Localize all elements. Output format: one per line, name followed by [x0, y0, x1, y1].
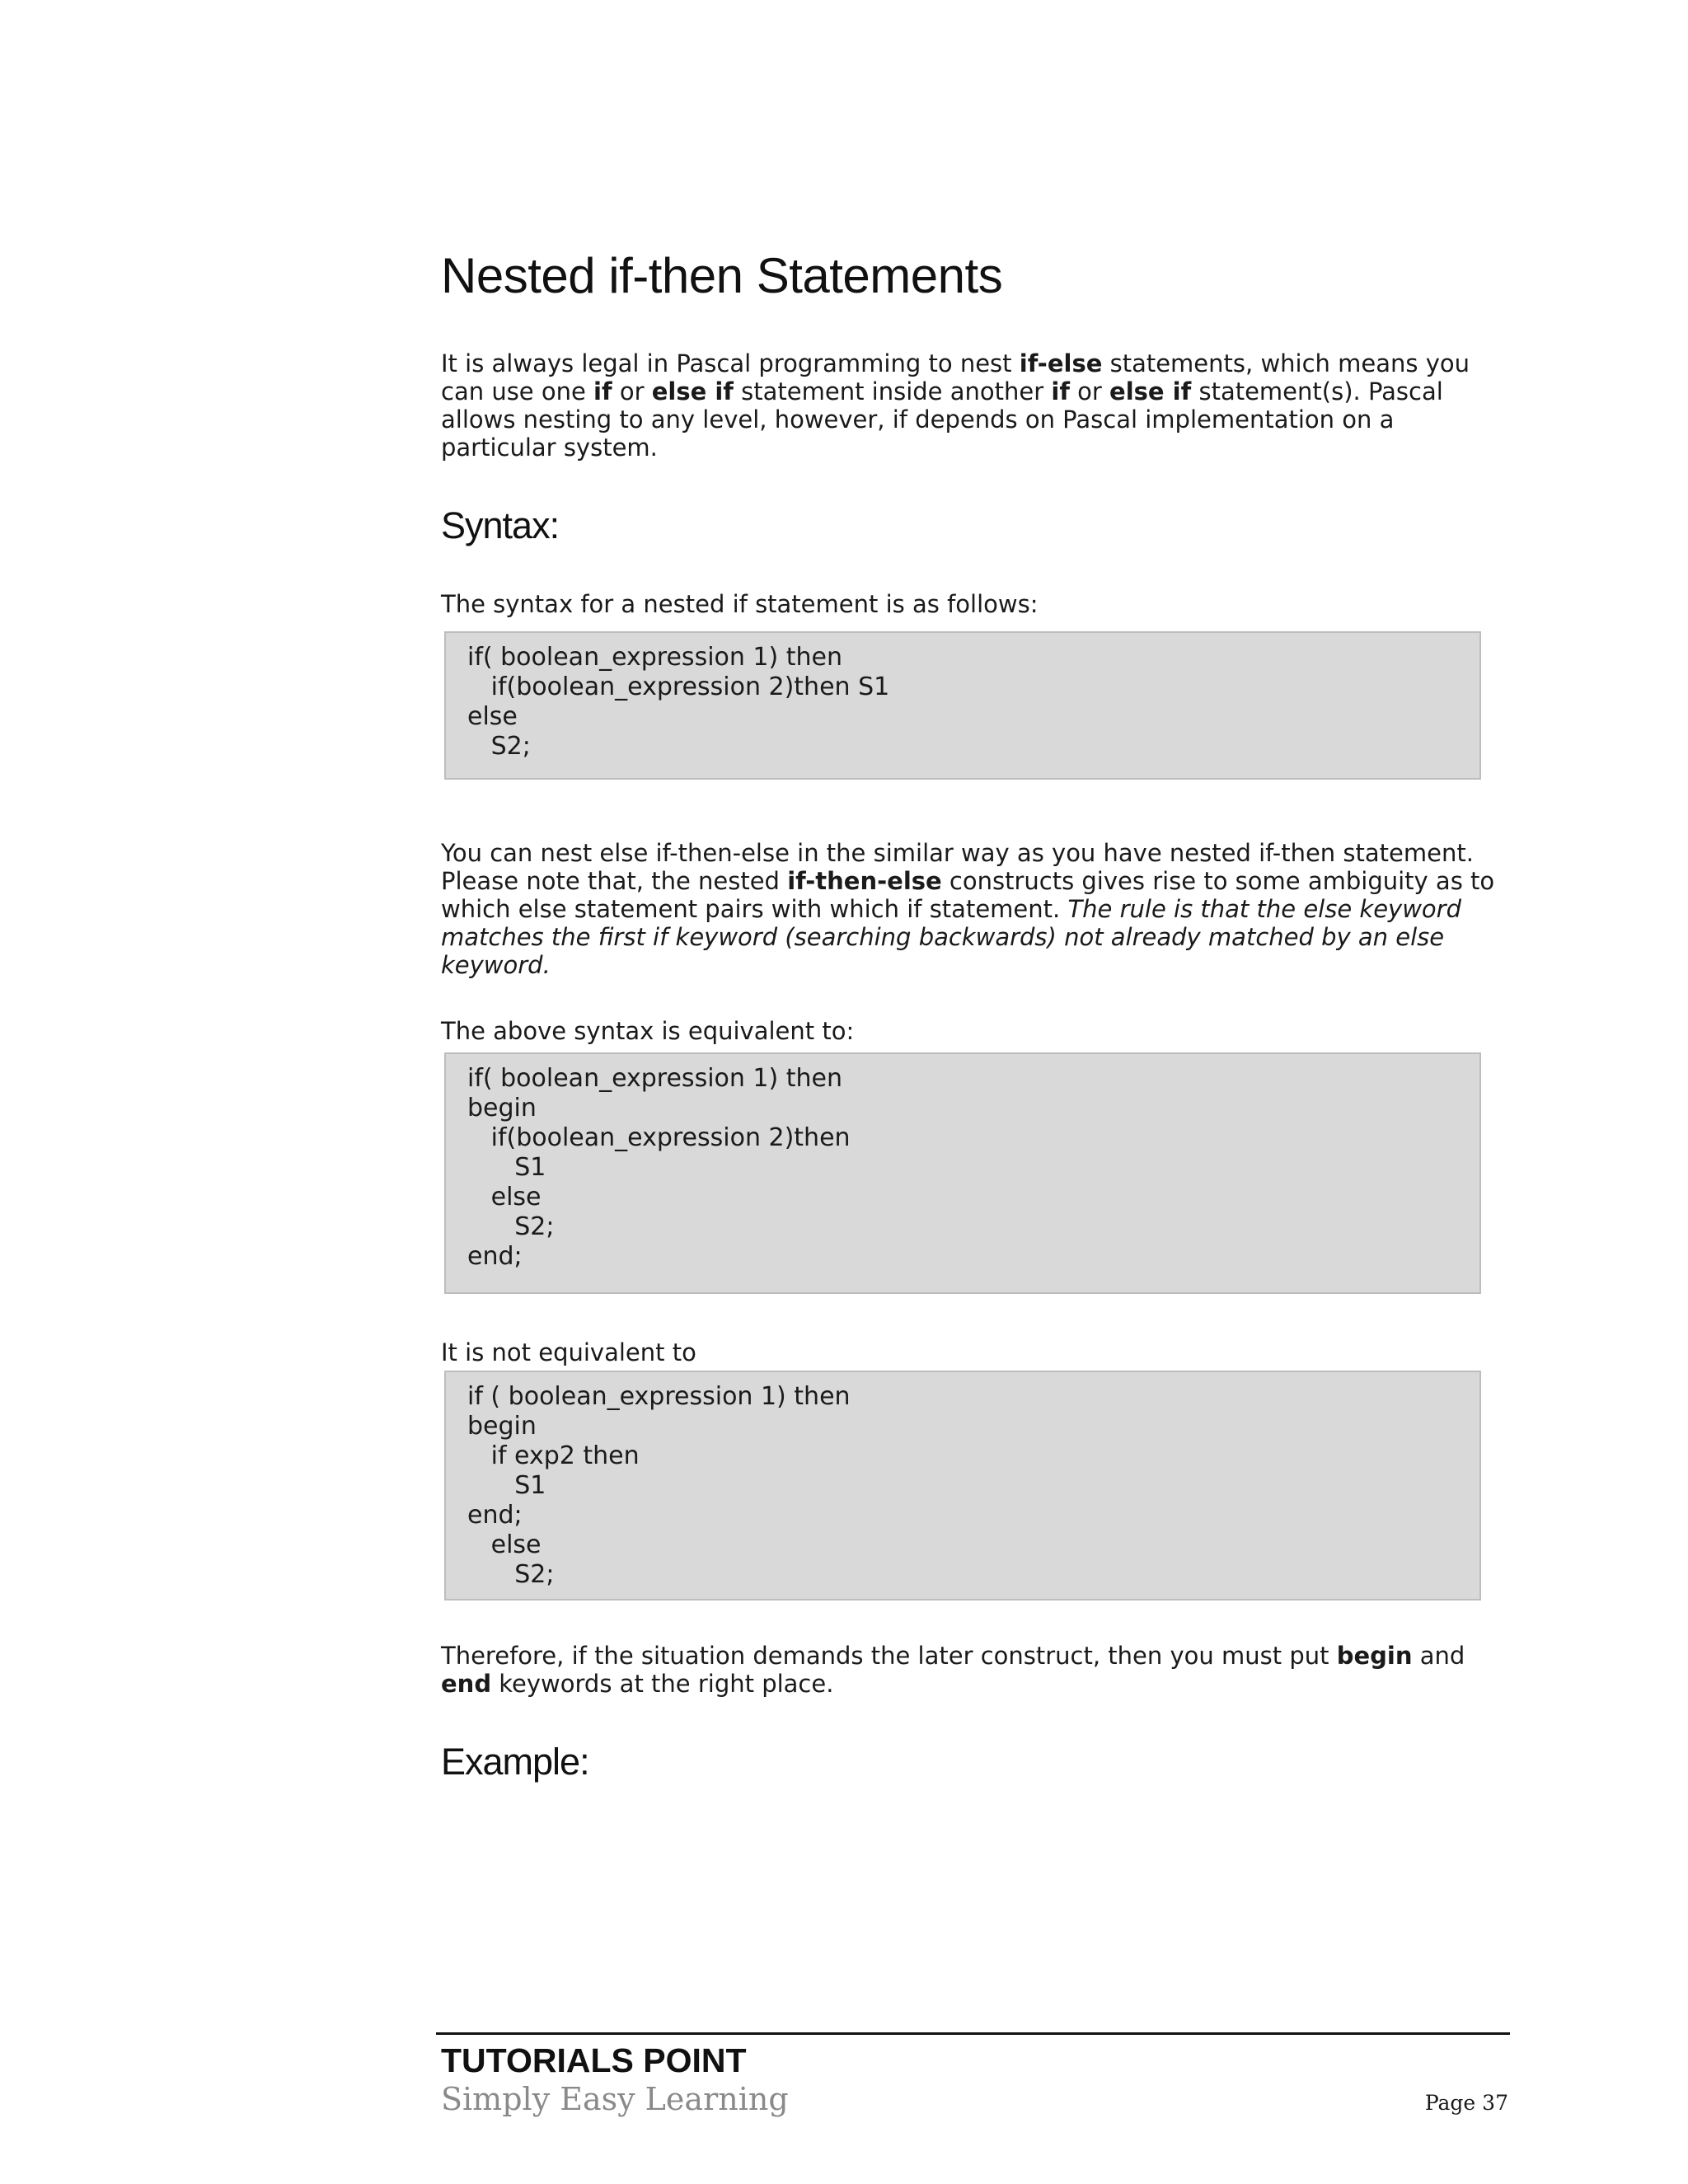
therefore-text-1: Therefore, if the situation demands the later construct, then you must put [441, 1642, 1337, 1670]
equivalent-intro: The above syntax is equivalent to: [441, 1017, 855, 1045]
intro-text-2: statements, which means you can use one [441, 349, 1470, 405]
keyword-end: end [441, 1670, 492, 1698]
footer-divider [436, 2032, 1510, 2035]
therefore-text-2: and [1412, 1642, 1465, 1670]
nesting-text-2: constructs gives rise to some ambiguity as to which else statement pairs with which if statement. [441, 867, 1495, 923]
footer-brand: TUTORIALS POINT [441, 2041, 747, 2079]
document-page [441, 0, 1508, 2184]
intro-text-3: or [612, 377, 652, 405]
page-number: Page 37 [1424, 2091, 1508, 2115]
intro-text-4: statement inside another [733, 377, 1052, 405]
footer-tagline: Simply Easy Learning [441, 2081, 789, 2117]
intro-keyword-if-else: if-else [1019, 349, 1103, 377]
nesting-keyword: if-then-else [787, 867, 942, 895]
intro-text-1: It is always legal in Pascal programming to nest [441, 349, 1020, 377]
therefore-text-3: keywords at the right place. [491, 1670, 834, 1698]
therefore-paragraph [441, 1642, 1504, 1698]
code-block-not-equivalent: if ( boolean_expression 1) then begin if exp2 then S1 end; else S2; [444, 1371, 1481, 1601]
intro-keyword-if-2: if [1051, 377, 1070, 405]
nesting-rule-italic: The rule is that the else keyword matches the first if keyword (searching backwards) not already matched by an else keyword. [441, 895, 1461, 979]
nesting-paragraph [441, 839, 1504, 979]
syntax-intro: The syntax for a nested if statement is as follows: [441, 590, 1039, 618]
intro-keyword-else-if-2: else if [1109, 377, 1192, 405]
syntax-heading: Syntax: [441, 504, 560, 546]
code-block-syntax: if( boolean_expression 1) then if(boolean_expression 2)then S1 else S2; [444, 631, 1481, 780]
nesting-text-1: You can nest else if-then-else in the similar way as you have nested if-then statement. Please note that, the nested [441, 839, 1474, 895]
intro-text-6: statement(s). Pascal allows nesting to any level, however, if depends on Pascal implementation on a particular system. [441, 377, 1443, 462]
intro-text-5: or [1069, 377, 1110, 405]
not-equivalent-intro: It is not equivalent to [441, 1338, 696, 1366]
intro-paragraph [441, 349, 1504, 462]
intro-keyword-if: if [593, 377, 612, 405]
example-heading: Example: [441, 1741, 589, 1783]
code-block-equivalent: if( boolean_expression 1) then begin if(boolean_expression 2)then S1 else S2; end; [444, 1052, 1481, 1294]
keyword-begin: begin [1336, 1642, 1413, 1670]
intro-keyword-else-if: else if [651, 377, 734, 405]
page-title: Nested if-then Statements [441, 248, 1003, 303]
